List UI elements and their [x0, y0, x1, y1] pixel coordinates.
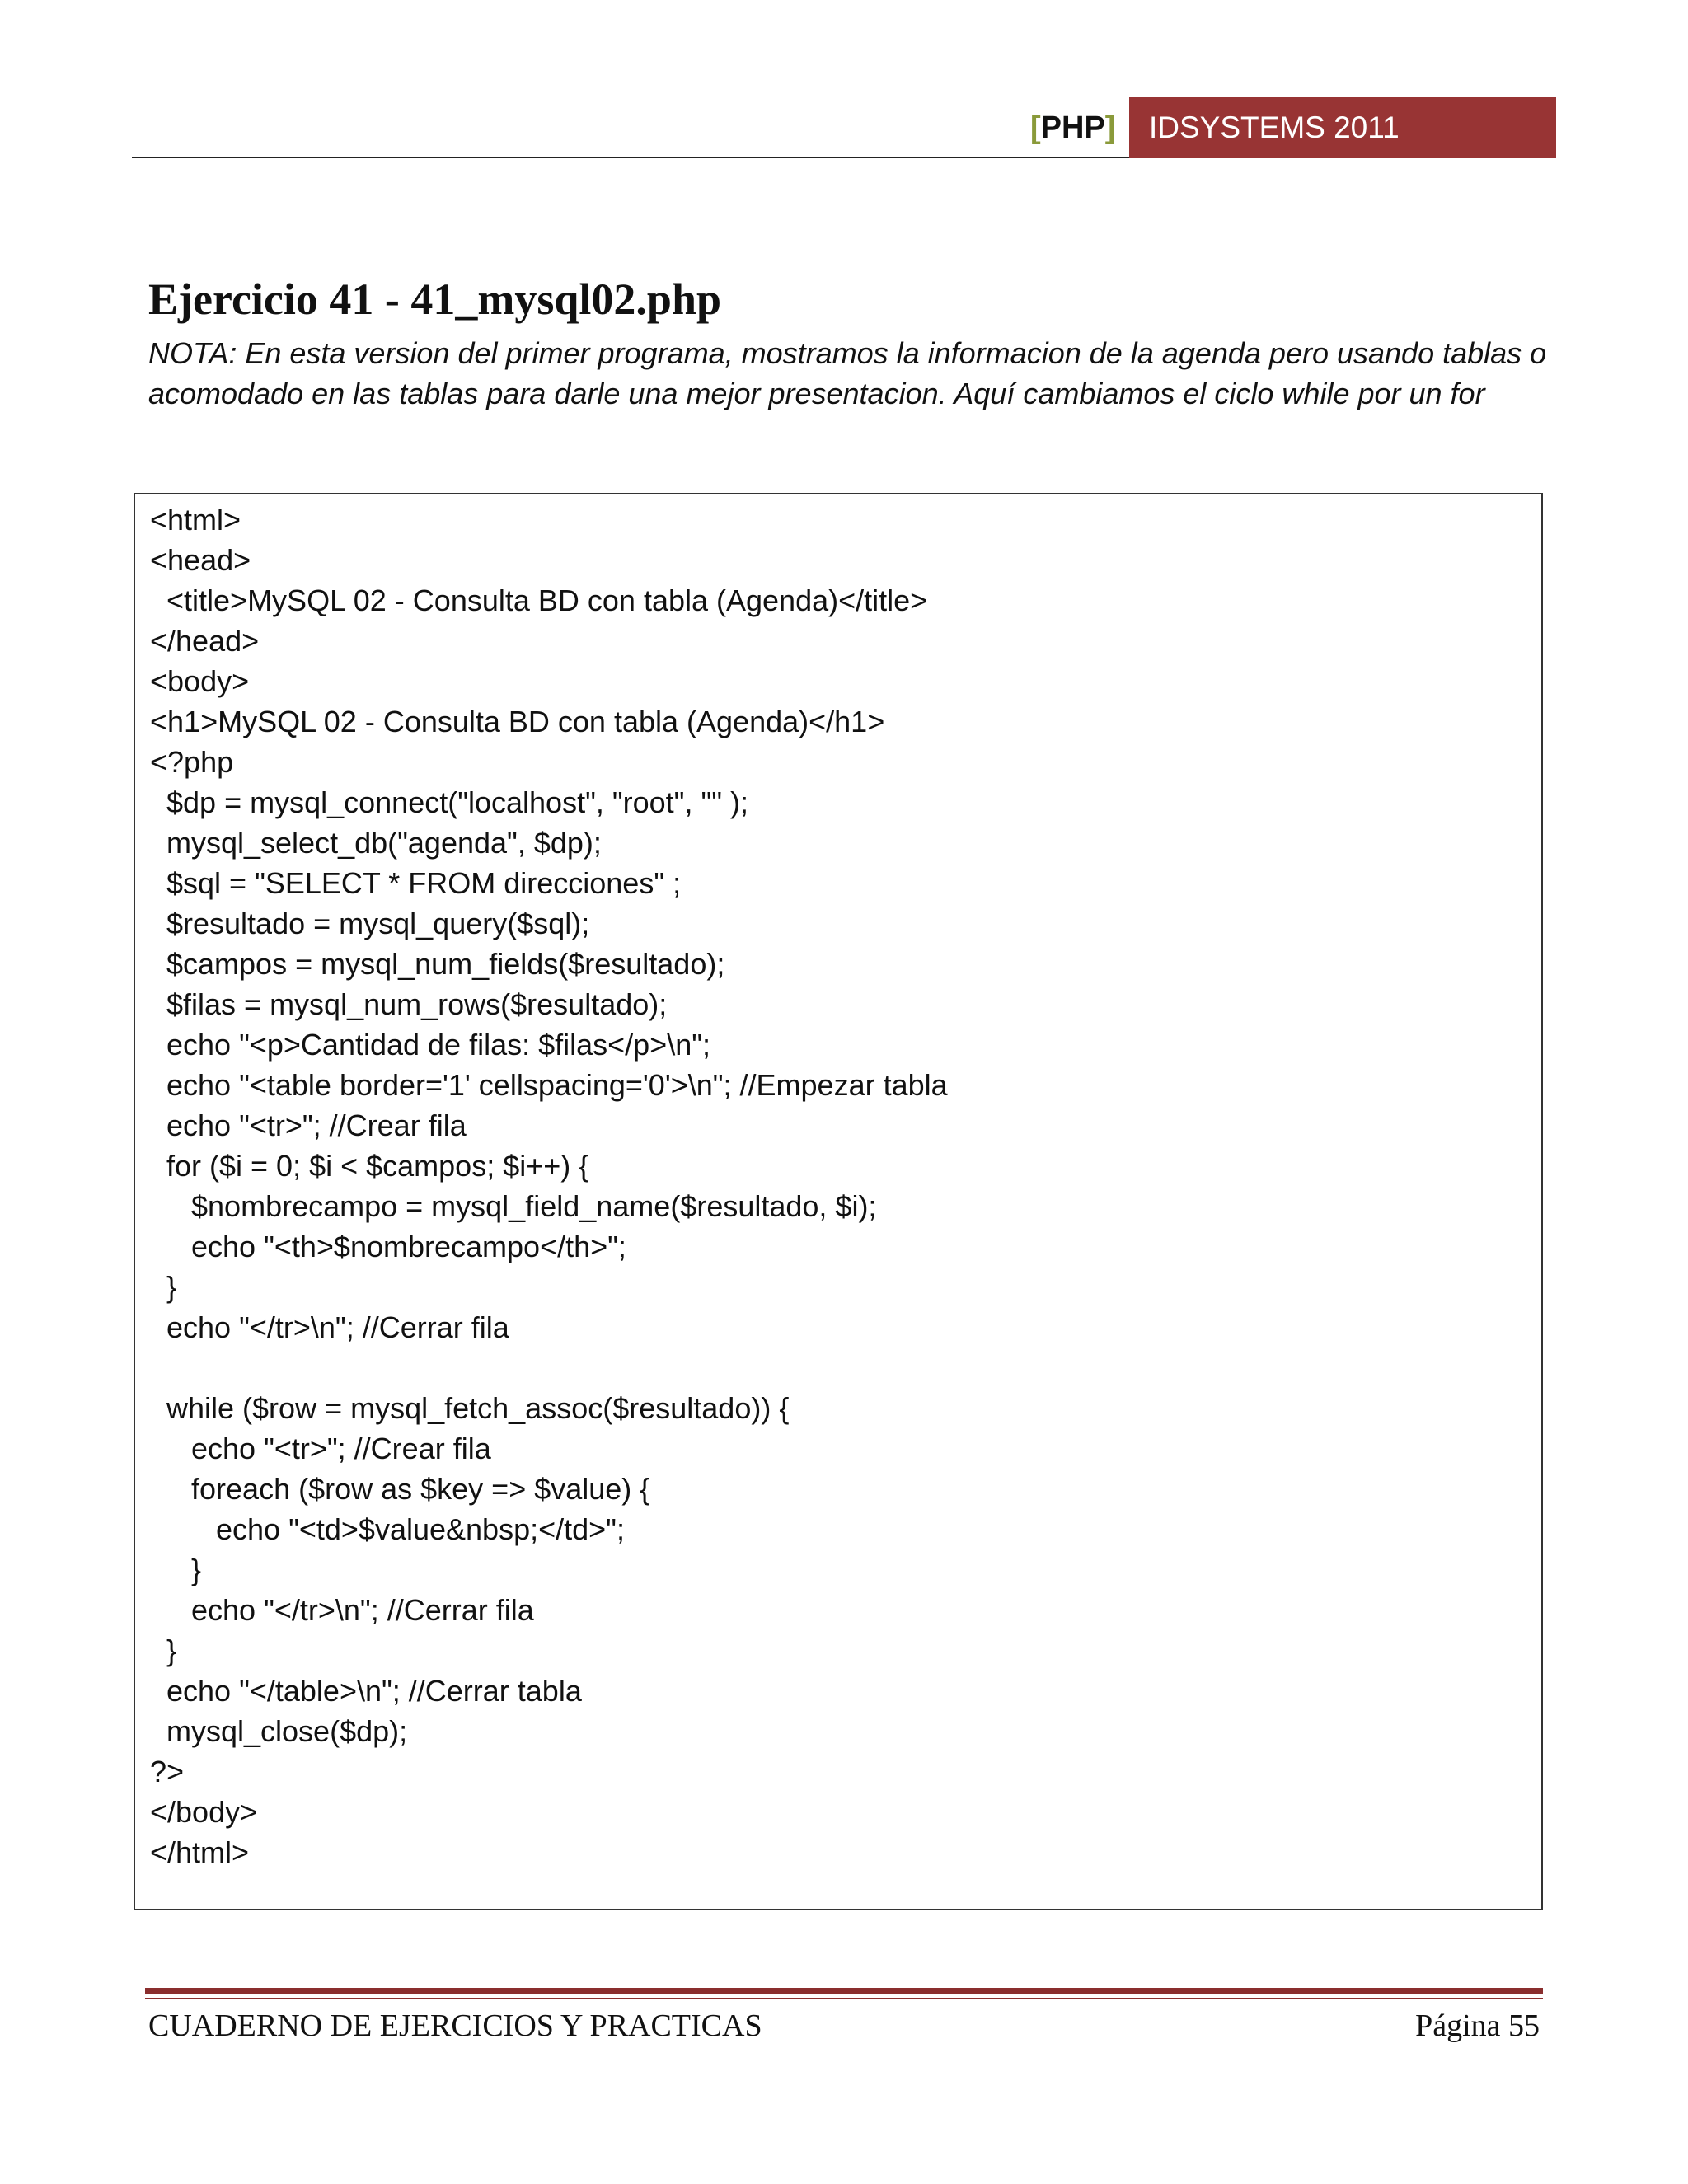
code-line: $campos = mysql_num_fields($resultado); — [150, 947, 725, 981]
footer-title: CUADERNO DE EJERCICIOS Y PRACTICAS — [148, 2008, 762, 2043]
code-line: <head> — [150, 543, 251, 577]
code-box — [134, 493, 1543, 1910]
page-number: Página 55 — [1415, 2008, 1540, 2043]
footer-rule-thin — [145, 1998, 1543, 1999]
code-line: <body> — [150, 664, 250, 698]
code-listing — [150, 499, 948, 1872]
page-header — [132, 97, 1556, 158]
code-line: <?php — [150, 745, 234, 779]
code-line: <h1>MySQL 02 - Consulta BD con tabla (Agenda)</h1> — [150, 705, 885, 738]
header-bracket-close: ] — [1104, 110, 1116, 145]
code-line: echo "<tr>"; //Crear fila — [150, 1432, 491, 1465]
code-line: <title>MySQL 02 - Consulta BD con tabla (Agenda)</title> — [150, 583, 928, 617]
exercise-title: Ejercicio 41 - 41_mysql02.php — [148, 274, 722, 324]
code-line: } — [150, 1553, 202, 1586]
header-tag — [1030, 110, 1115, 146]
code-line: echo "</table>\n"; //Cerrar tabla — [150, 1674, 582, 1708]
code-line: echo "<td>$value&nbsp;</td>"; — [150, 1512, 625, 1546]
code-line: echo "</tr>\n"; //Cerrar fila — [150, 1593, 534, 1627]
code-line: </html> — [150, 1835, 250, 1869]
header-rule — [132, 157, 1146, 158]
code-line: echo "<tr>"; //Crear fila — [150, 1108, 467, 1142]
code-line: $filas = mysql_num_rows($resultado); — [150, 987, 668, 1021]
header-bracket-open: [ — [1030, 110, 1041, 145]
code-line: ?> — [150, 1755, 185, 1788]
code-line: </body> — [150, 1795, 258, 1829]
code-line: } — [150, 1270, 177, 1304]
code-line: </head> — [150, 624, 260, 658]
code-line: $resultado = mysql_query($sql); — [150, 907, 590, 940]
code-line: } — [150, 1633, 177, 1667]
code-line: echo "<table border='1' cellspacing='0'>\n"; //Empezar tabla — [150, 1068, 948, 1102]
header-tag-label: PHP — [1040, 110, 1105, 145]
code-line: mysql_select_db("agenda", $dp); — [150, 826, 602, 860]
code-line: while ($row = mysql_fetch_assoc($resultado)) { — [150, 1391, 790, 1425]
code-line: $sql = "SELECT * FROM direcciones" ; — [150, 866, 682, 900]
code-line: mysql_close($dp); — [150, 1714, 408, 1748]
code-line: foreach ($row as $key => $value) { — [150, 1472, 650, 1506]
code-line: $nombrecampo = mysql_field_name($resultado, $i); — [150, 1189, 877, 1223]
code-line: $dp = mysql_connect("localhost", "root", "" ); — [150, 785, 748, 819]
code-line: echo "</tr>\n"; //Cerrar fila — [150, 1310, 509, 1344]
code-line: echo "<p>Cantidad de filas: $filas</p>\n"; — [150, 1028, 711, 1062]
code-line: for ($i = 0; $i < $campos; $i++) { — [150, 1149, 589, 1183]
header-box: IDSYSTEMS 2011 — [1129, 97, 1556, 158]
footer-rule — [145, 1988, 1543, 1994]
exercise-note: NOTA: En esta version del primer programa, mostramos la informacion de la agenda pero usando tablas o acomodado en las tablas para darle una mejor presentacion. Aquí cambiamos el ciclo while por un for — [148, 336, 1547, 410]
code-line: echo "<th>$nombrecampo</th>"; — [150, 1230, 626, 1263]
code-line: <html> — [150, 503, 241, 537]
